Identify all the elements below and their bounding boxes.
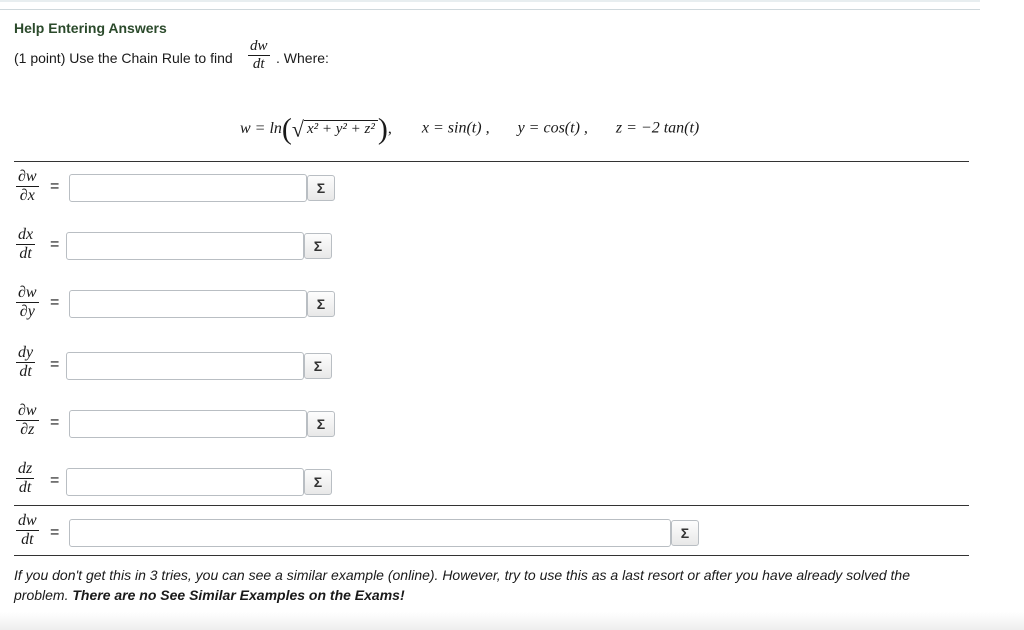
problem-suffix: . Where: [276,50,329,66]
dw-dz-input[interactable] [69,410,307,438]
footer-note [14,565,954,605]
target-numerator: dw [250,38,268,54]
row-7-equals: = [50,524,60,541]
sigma-icon[interactable]: Σ [307,175,335,201]
w-lhs: w = ln [240,119,282,137]
right-paren: ) [377,112,388,145]
final-answer-bottom-divider [14,555,969,556]
sigma-icon[interactable]: Σ [307,411,335,437]
sigma-icon[interactable]: Σ [304,233,332,259]
left-paren: ( [281,112,292,145]
dx-dt-input[interactable] [66,232,304,260]
x-definition: x = sin(t) , [421,119,490,137]
y-definition: y = cos(t) , [517,119,588,137]
problem-prefix: (1 point) Use the Chain Rule to find [14,50,233,66]
row-6-equals: = [50,472,60,489]
row-4-label: $\frac{dy}{dt}$ [18,344,34,380]
target-derivative [248,38,270,73]
sigma-icon[interactable]: Σ [671,520,699,546]
row-3-equals: = [50,294,60,311]
row-5-equals: = [50,414,60,431]
sqrt-symbol: √ [291,116,304,141]
row-6-label: $\frac{dz}{dt}$ [18,460,33,496]
dz-dt-input[interactable] [66,468,304,496]
target-denominator: dt [248,55,270,73]
problem-statement [14,50,233,66]
w-definition: w = ln(√ x² + y² + z² ), [240,112,392,145]
row-2-label: $\frac{dx}{dt}$ [18,226,34,262]
dw-dt-input[interactable] [69,519,671,547]
sigma-icon[interactable]: Σ [304,353,332,379]
sigma-icon[interactable]: Σ [307,291,335,317]
top-border [0,0,980,2]
dw-dx-input[interactable] [69,174,307,202]
dy-dt-input[interactable] [66,352,304,380]
row-3-label: $\frac{\partial w}{\partial y}$ [18,284,37,320]
given-equations [240,114,699,144]
footer-bold-text: There are no See Similar Examples on the Exams! [72,587,405,603]
row-2-equals: = [50,236,60,253]
row-4-equals: = [50,356,60,373]
radicand: x² + y² + z² [304,120,378,138]
row-1-label: $\frac{\partial w}{\partial x}$ [18,168,37,204]
footer-text: If you don't get this in 3 tries, you can see a similar example (online). However, try to use this as a last resort or after you have already solved the problem. [14,567,910,603]
dw-dy-input[interactable] [69,290,307,318]
final-answer-top-divider [14,505,969,506]
help-entering-answers-link[interactable]: Help Entering Answers [14,20,167,36]
row-1-equals: = [50,178,60,195]
row-5-label: $\frac{\partial w}{\partial z}$ [18,402,37,438]
z-definition: z = −2 tan(t) [615,119,700,137]
top-divider [0,9,980,10]
row-7-label: $\frac{dw}{dt}$ [18,512,37,548]
sigma-icon[interactable]: Σ [304,469,332,495]
equation-divider [14,161,969,162]
bottom-bar [0,612,1024,630]
